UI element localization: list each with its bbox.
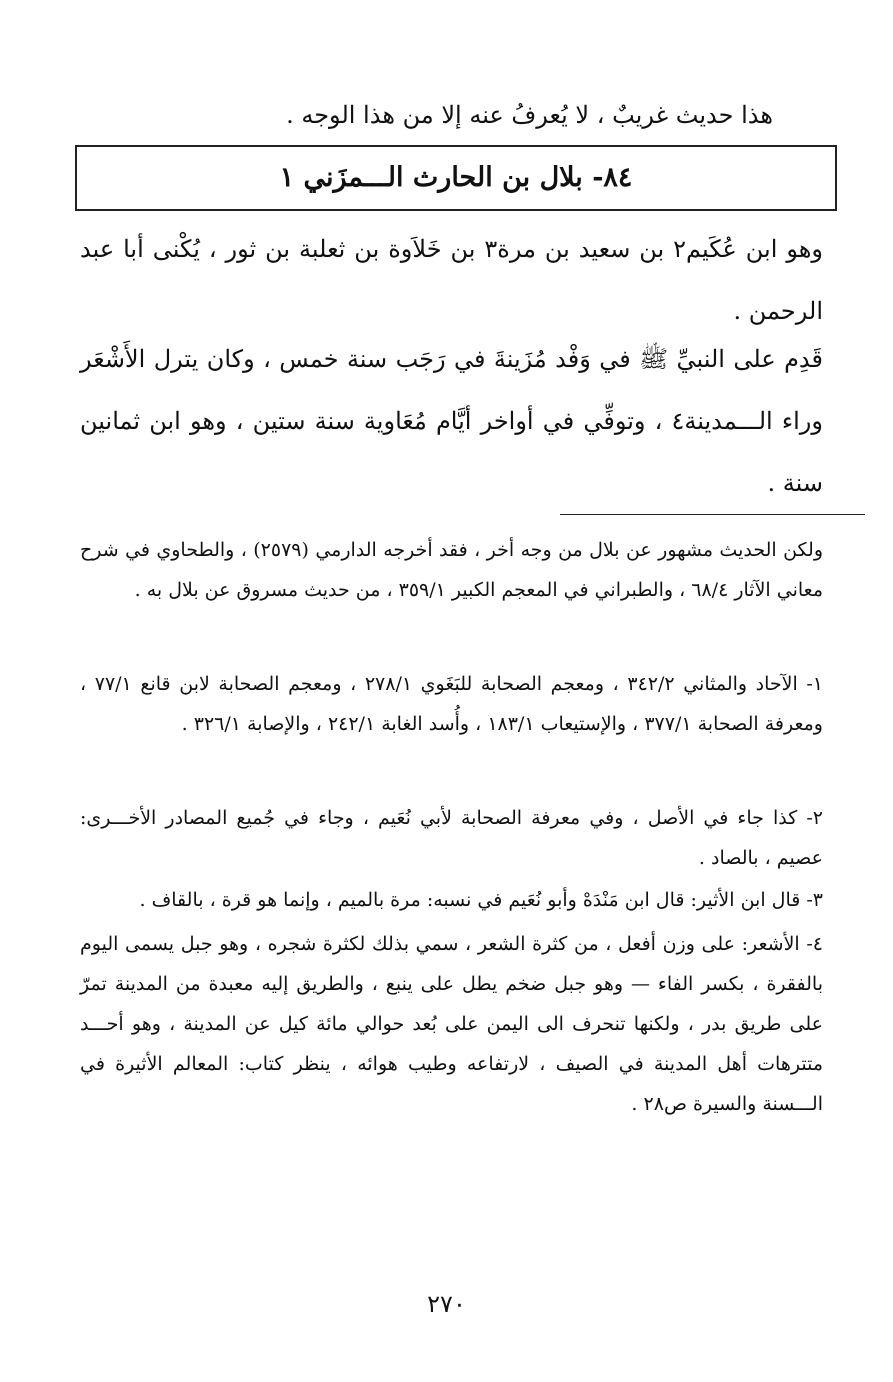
footnote-4: ٤- الأشعر: على وزن أفعل ، من كثرة الشعر ، سمي بذلك لكثرة شجره ، وهو جبل يسمى اليوم بالفقرة ، بكسر الفاء — وهو جبل ضخم يطل على ينبع ، والطريق إليه معبدة من المدينة تمرّ على طريق بدر ، ولكنها تنحرف الى اليمن على بُعد حوالي مائة كيل عن المدينة ، وهو أحـــد متترهات أهل المدينة في الصيف ، لارتفاعه وطيب هوائه ، ينظر كتاب: المعالم الأثيرة في الـــسنة والسيرة ص٢٨ .: [80, 933, 823, 1115]
paragraph-biography: قَدِم على النبيِّ ﷺ في وَفْد مُزَينةَ في رَجَب سنة خمس ، وكان يترل الأَشْعَر وراء الـــمدينة٤ ، وتوفِّي في أواخر أيَّام مُعَاوية سنة ستين ، وهو ابن ثمانين سنة .: [80, 345, 823, 497]
intro-line: هذا حديث غريبٌ ، لا يُعرفُ عنه إلا من هذا الوجه .: [286, 101, 773, 129]
entry-title-box: [75, 145, 837, 211]
entry-title: ٨٤- بلال بن الحارث الـــمزَني ١: [279, 162, 633, 193]
paragraph-lineage: وهو ابن عُكَيم٢ بن سعيد بن مرة٣ بن خَلاَوة بن ثعلبة بن ثور ، يُكْنى أبا عبد الرحمن .: [80, 235, 823, 325]
footnote-divider: [560, 514, 865, 515]
footnote-1: ١- الآحاد والمثاني ٣٤٢/٢ ، ومعجم الصحابة للبَغَوي ٢٧٨/١ ، ومعجم الصحابة لابن قانع ٧٧/١ ، ومعرفة الصحابة ٣٧٧/١ ، والإستيعاب ١٨٣/١ ، وأُسد الغابة ٢٤٢/١ ، والإصابة ٣٢٦/١ .: [80, 673, 824, 735]
footnote-3: ٣- قال ابن الأثير: قال ابن مَنْدَهْ وأبو نُعَيم في نسبه: مرة بالميم ، وإنما هو قرة ، بالقاف .: [139, 889, 823, 911]
page-number: ٢٧٠: [427, 1290, 466, 1318]
footnote-continuation: ولكن الحديث مشهور عن بلال من وجه أخر ، فقد أخرجه الدارمي (٢٥٧٩) ، والطحاوي في شرح معاني الآثار ٦٨/٤ ، والطبراني في المعجم الكبير ٣٥٩/١ ، من حديث مسروق عن بلال به .: [80, 539, 823, 601]
footnote-2: ٢- كذا جاء في الأصل ، وفي معرفة الصحابة لأبي نُعَيم ، وجاء في جُميع المصادر الأخـــرى: عصيم ، بالصاد .: [80, 807, 823, 869]
